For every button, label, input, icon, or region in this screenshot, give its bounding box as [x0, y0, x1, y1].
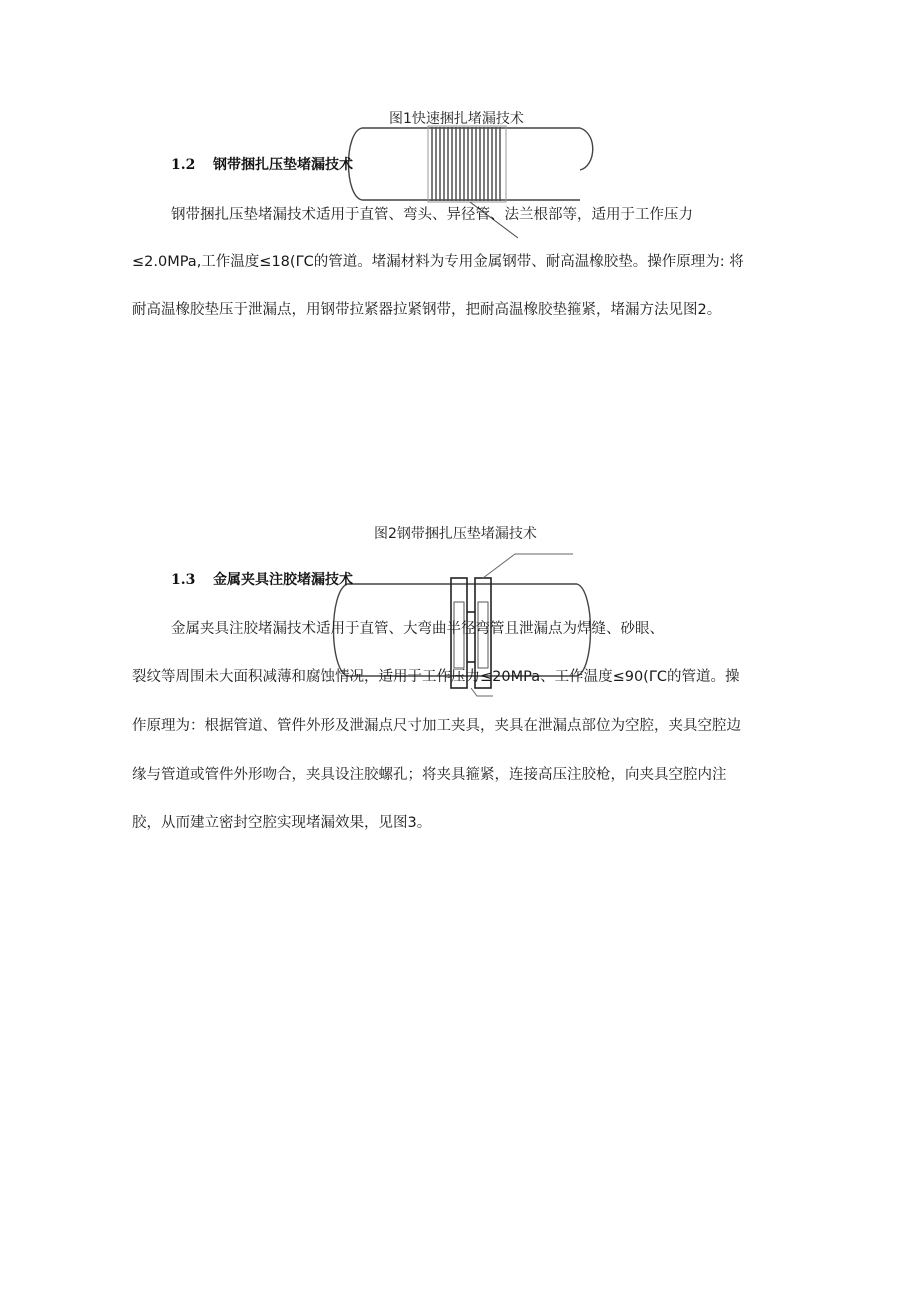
paragraph-line: 作原理为：根据管道、管件外形及泄漏点尺寸加工夹具，夹具在泄漏点部位为空腔，夹具空腔边	[132, 718, 741, 734]
section-1-2-heading	[171, 154, 353, 174]
paragraph-line: 胶，从而建立密封空腔实现堵漏效果，见图3。	[132, 815, 432, 831]
paragraph-line: 钢带捆扎压垫堵漏技术适用于直管、弯头、异径管、法兰根部等，适用于工作压力	[171, 207, 693, 223]
paragraph-line: ≤2.0MPa,工作温度≤18(ΓC的管道。堵漏材料为专用金属钢带、耐高温橡胶垫。操作原理为: 将	[132, 254, 744, 270]
figure1-caption: 图1快速捆扎堵漏技术	[389, 111, 524, 127]
section-1-3-heading	[171, 569, 353, 589]
figure1-pipe-drawing	[340, 118, 610, 243]
paragraph-line: 耐高温橡胶垫压于泄漏点，用钢带拉紧器拉紧钢带，把耐高温橡胶垫箍紧，堵漏方法见图2。	[132, 302, 722, 318]
section-title: 金属夹具注胶堵漏技术	[213, 572, 353, 588]
paragraph-line: 裂纹等周围未大面积减薄和腐蚀情况，适用于工作压力≤20MPa、工作温度≤90(ΓC的管道。操	[132, 669, 740, 685]
section-number: 1.3	[171, 572, 196, 588]
section-title: 钢带捆扎压垫堵漏技术	[213, 157, 353, 173]
paragraph-line: 金属夹具注胶堵漏技术适用于直管、大弯曲半径弯管且泄漏点为焊缝、砂眼、	[171, 621, 664, 637]
section-number: 1.2	[171, 157, 196, 173]
figure2-caption: 图2钢带捆扎压垫堵漏技术	[374, 526, 537, 542]
paragraph-line: 缘与管道或管件外形吻合，夹具设注胶螺孔；将夹具箍紧，连接高压注胶枪，向夹具空腔内注	[132, 767, 727, 783]
